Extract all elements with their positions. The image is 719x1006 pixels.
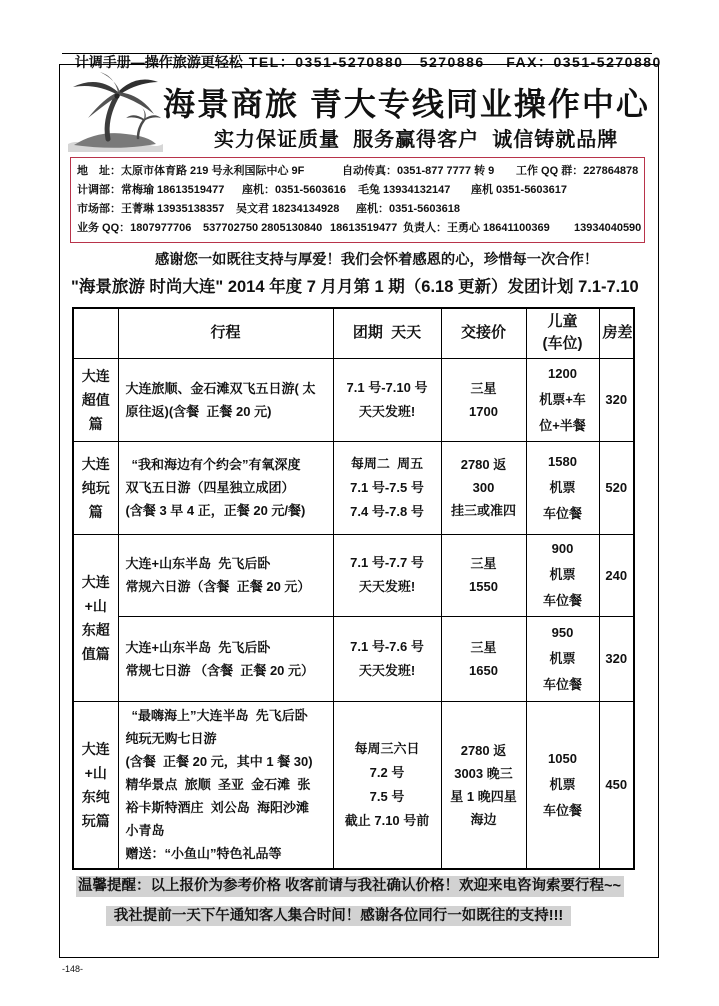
info-operations-contact: 计调部：常梅瑜 18613519477 [77, 184, 225, 196]
table-row [73, 358, 634, 441]
row-child-price: 950 机票 车位餐 [526, 616, 599, 701]
info-business-qq: 业务 QQ：1807977706 [77, 222, 192, 234]
row-child-price: 1050 机票 车位餐 [526, 701, 599, 869]
info-business-qq-3: 18613519477 [330, 222, 398, 234]
table-row [73, 534, 634, 616]
small-palm-frond [144, 115, 161, 121]
row-child-price: 1580 机票 车位餐 [526, 441, 599, 534]
row-price: 2780 返 300 挂三或准四 [441, 441, 526, 534]
info-fax: 自动传真：0351-877 7777 转 9 [342, 165, 495, 177]
info-line-business [71, 220, 644, 236]
brand-title: 海景商旅 青大专线同业操作中心 [163, 86, 650, 122]
row-room-supplement: 320 [599, 616, 634, 701]
info-operations-phone-2: 座机 0351-5603617 [471, 184, 568, 196]
brand-subtitle: 实力保证质量 服务赢得客户 诚信铸就品牌 [214, 129, 619, 151]
row-room-supplement: 520 [599, 441, 634, 534]
row-dates: 7.1 号-7.6 号 天天发班! [333, 616, 441, 701]
island [74, 133, 156, 148]
row-room-supplement: 320 [599, 358, 634, 441]
info-operations-contact-2: 毛兔 13934132147 [358, 184, 451, 196]
contact-info-box [70, 157, 645, 243]
info-manager: 负责人：王勇心 18641100369 [403, 222, 550, 234]
row-child-price: 1200 机票+车 位+半餐 [526, 358, 599, 441]
header-slogan: 计调手册—操作旅游更轻松 [74, 54, 243, 70]
header-price: 交接价 [441, 308, 526, 358]
palm-frond [73, 82, 118, 95]
row-route: 大连旅顺、金石滩双飞五日游( 太 原往返)(含餐 正餐 20 元) [118, 358, 333, 441]
row-dates: 每周二 周五 7.1 号-7.5 号 7.4 号-7.8 号 [333, 441, 441, 534]
header-route: 行程 [118, 308, 333, 358]
palm-tree-logo [68, 72, 163, 152]
row-child-price: 900 机票 车位餐 [526, 534, 599, 616]
table-row [73, 616, 634, 701]
page-header [67, 35, 662, 70]
info-qq-group: 工作 QQ 群：227864878 [516, 165, 639, 177]
header-category-cell [73, 308, 118, 358]
row-price: 三星 1700 [441, 358, 526, 441]
header-rule [62, 53, 652, 54]
row-route: 大连+山东半岛 先飞后卧 常规六日游（含餐 正餐 20 元） [118, 534, 333, 616]
row-category: 大连 +山 东纯 玩篇 [73, 701, 118, 869]
header-contact: TEL：0351-5270880 5270886 FAX：0351-5270880 [248, 54, 662, 70]
palm-frond [118, 80, 158, 95]
page-number: -148- [62, 964, 84, 974]
row-price: 三星 1650 [441, 616, 526, 701]
info-line-address [71, 163, 644, 179]
info-business-qq-2: 537702750 2805130840 [203, 222, 323, 234]
info-marketing-contact-2: 吴文君 18234134928 [236, 203, 340, 215]
row-category: 大连 超值 篇 [73, 358, 118, 441]
table-header-row [73, 308, 634, 358]
row-route: “我和海边有个约会”有氧深度 双飞五日游（四星独立成团） (含餐 3 早 4 正，正餐 20 元/餐) [118, 441, 333, 534]
info-manager-phone-2: 13934040590 [574, 222, 642, 234]
small-palm-frond [126, 115, 144, 121]
row-room-supplement: 450 [599, 701, 634, 869]
price-reminder: 温馨提醒：以上报价为参考价格 收客前请与我社确认价格！欢迎来电咨询索要行程~~ [76, 876, 624, 897]
row-route: 大连+山东半岛 先飞后卧 常规七日游 （含餐 正餐 20 元） [118, 616, 333, 701]
info-address: 地 址：太原市体育路 219 号永利国际中心 9F [77, 165, 305, 177]
gathering-notice: 我社提前一天下午通知客人集合时间！感谢各位同行一如既往的支持!!! [106, 906, 571, 926]
header-child: 儿童 (车位) [526, 308, 599, 358]
row-dates: 7.1 号-7.7 号 天天发班! [333, 534, 441, 616]
info-line-operations [71, 182, 644, 198]
row-price: 三星 1550 [441, 534, 526, 616]
row-dates: 每周三六日 7.2 号 7.5 号 截止 7.10 号前 [333, 701, 441, 869]
row-room-supplement: 240 [599, 534, 634, 616]
table-row [73, 701, 634, 869]
small-palm-trunk [138, 120, 144, 138]
info-line-marketing [71, 201, 644, 217]
row-category: 大连 +山 东超 值篇 [73, 534, 118, 701]
row-price: 2780 返 3003 晚三 星 1 晚四星 海边 [441, 701, 526, 869]
table-row [73, 441, 634, 534]
header-room: 房差 [599, 308, 634, 358]
info-operations-phone: 座机：0351-5603616 [242, 184, 346, 196]
row-dates: 7.1 号-7.10 号 天天发班! [333, 358, 441, 441]
info-marketing-contact: 市场部：王菁琳 13935138357 [77, 203, 225, 215]
info-marketing-phone: 座机：0351-5603618 [356, 203, 460, 215]
header-dates: 团期 天天 [333, 308, 441, 358]
coconut [114, 93, 119, 98]
row-route: “最嗨海上”大连半岛 先飞后卧 纯玩无购七日游 (含餐 正餐 20 元，其中 1 餐 30) 精华景点 旅顺 圣亚 金石滩 张 裕卡斯特酒庄 刘公岛 海阳沙滩 小青岛 赠送：“小鱼山”特色礼品等 [118, 701, 333, 869]
row-category: 大连 纯玩 篇 [73, 441, 118, 534]
palm-frond [118, 92, 154, 114]
plan-title: "海景旅游 时尚大连" 2014 年度 7 月月第 1 期（6.18 更新）发团计划 7.1-7.10 [71, 278, 639, 296]
thanks-message: 感谢您一如既往支持与厚爱！我们会怀着感恩的心，珍惜每一次合作！ [155, 252, 599, 268]
tour-plan-table [72, 307, 635, 870]
